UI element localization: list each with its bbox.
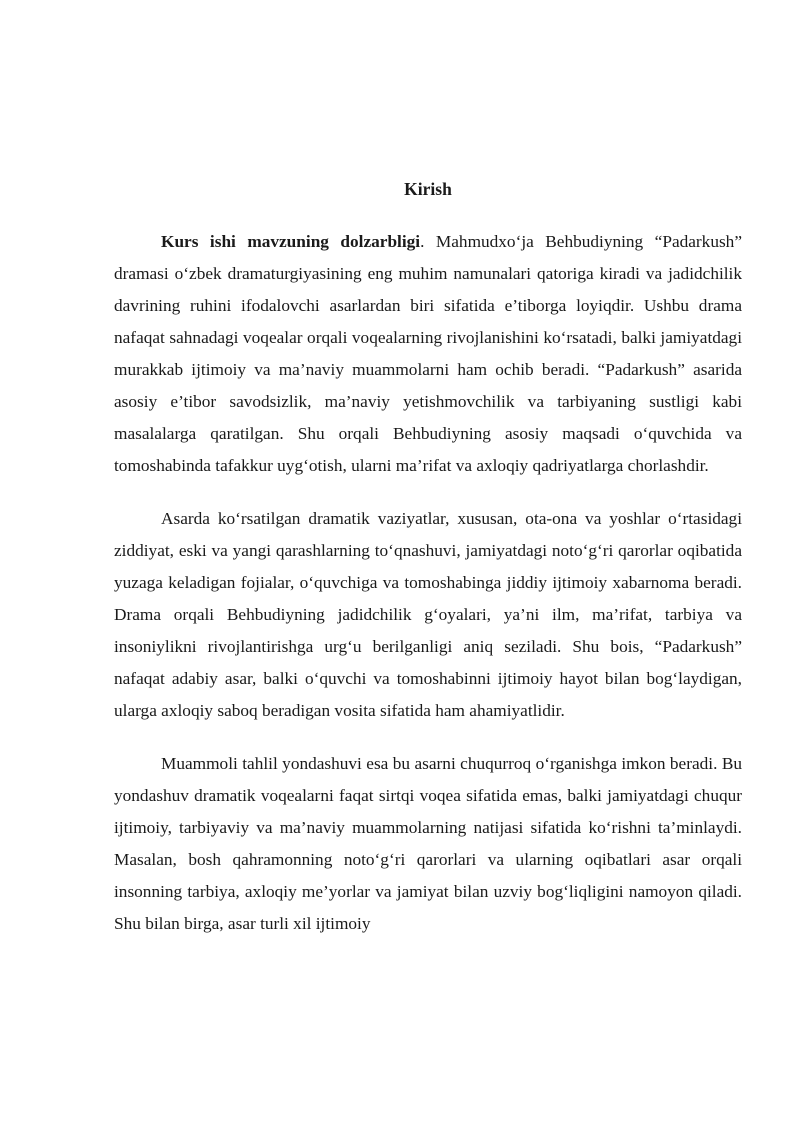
- section-heading: Kirish: [404, 179, 452, 199]
- paragraph-lead: Kurs ishi mavzuning dolzarbligi: [161, 232, 421, 251]
- paragraph-dramatic-situations: Asarda ko‘rsatilgan dramatik vaziyatlar, xususan, ota-ona va yoshlar o‘rtasidagi ziddiyat, eski va yangi qarashlarning to‘qnashuvi, jamiyatdagi noto‘g‘ri qarorlar oqibatida yuzaga keladigan fojialar, o‘quvchiga va tomoshabinga jiddiy ijtimoiy xabarnoma beradi. Drama orqali Behbudiyning jadidchilik g‘oyalari, ya’ni ilm, ma’rifat, tarbiya va insoniylikni rivojlantirishga urg‘u berilganligi aniq seziladi. Shu bois, “Padarkush” nafaqat adabiy asar, balki o‘quvchi va tomoshabinni ijtimoiy hayot bilan bog‘laydigan, ularga axloqiy saboq beradigan vosita sifatida ham ahamiyatlidir.: [114, 509, 742, 720]
- paragraph-text: . Mahmudxo‘ja Behbudiyning “Padarkush” dramasi o‘zbek dramaturgiyasining eng muhim namunalari qatoriga kiradi va jadidchilik davrining ruhini ifodalovchi asarlardan biri sifatida e’tiborga loyiqdir. Ushbu drama nafaqat sahnadagi voqealar orqali voqealarning rivojlanishini ko‘rsatadi, balki jamiyatdagi murakkab ijtimoiy va ma’naviy muammolarni ham ochib beradi. “Padarkush” asarida asosiy e’tibor savodsizlik, ma’naviy yetishmovchilik va tarbiyaning sustligi kabi masalalarga qaratilgan. Shu orqali Behbudiyning asosiy maqsadi o‘quvchida va tomoshabinda tafakkur uyg‘otish, ularni ma’rifat va axloqiy qadriyatlarga chorlashdir.: [114, 232, 742, 475]
- document-page: [114, 172, 742, 961]
- paragraph-relevance: [114, 226, 742, 482]
- paragraph-problem-analysis: Muammoli tahlil yondashuvi esa bu asarni chuqurroq o‘rganishga imkon beradi. Bu yondashuv dramatik voqealarni faqat sirtqi voqea sifatida emas, balki jamiyatdagi chuqur ijtimoiy, tarbiyaviy va ma’naviy muammolarning natijasi sifatida ko‘rishni ta’minlaydi. Masalan, bosh qahramonning noto‘g‘ri qarorlari va ularning oqibatlari asar orqali insonning tarbiya, axloqiy me’yorlar va jamiyat bilan uzviy bog‘liqligini namoyon qiladi. Shu bilan birga, asar turli xil ijtimoiy: [114, 754, 742, 933]
